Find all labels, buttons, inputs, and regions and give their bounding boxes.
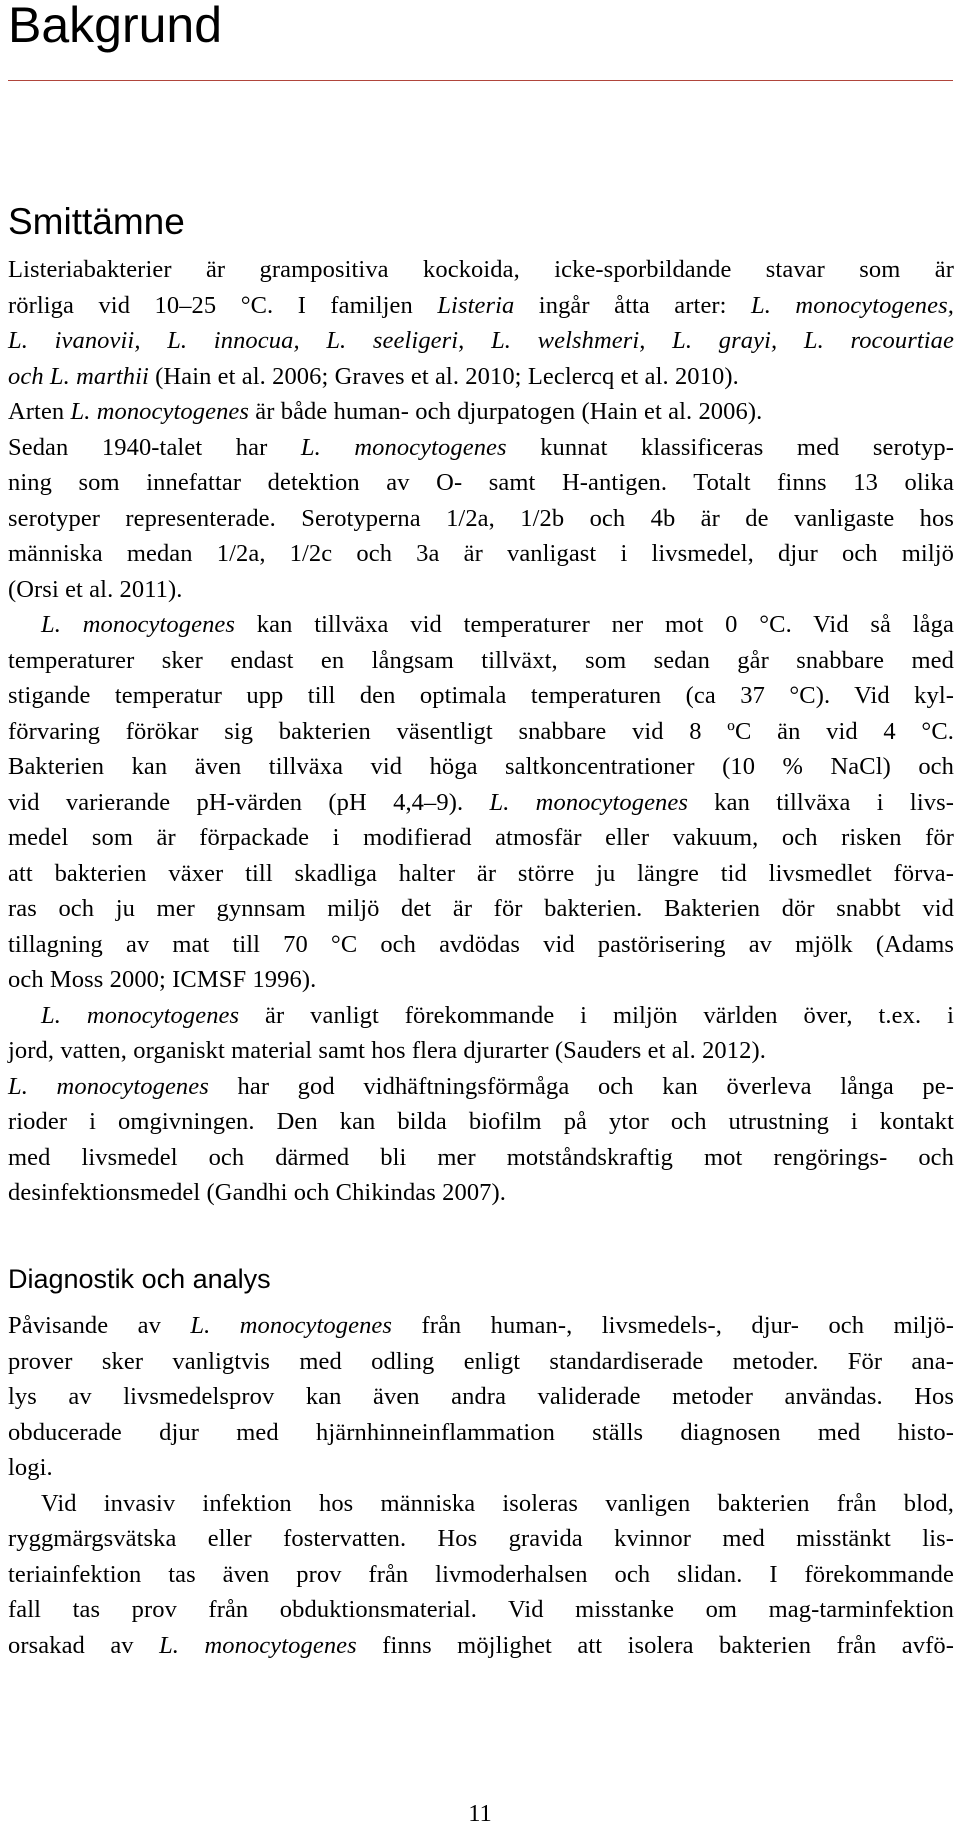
text-run: (Orsi et al. 2011). xyxy=(8,575,183,603)
text-line xyxy=(8,1521,954,1557)
italic-run: L. monocytogenes xyxy=(41,611,236,638)
text-run: medel som är förpackade i modifierad atmosfär eller vakuum, och risken för xyxy=(8,824,954,851)
text-run: ryggmärgsvätska eller fostervatten. Hos gravida kvinnor med misstänkt lis- xyxy=(8,1525,954,1552)
text-line xyxy=(8,1033,954,1069)
text-line xyxy=(8,323,954,359)
text-line xyxy=(8,1486,954,1522)
text-run: finns möjlighet att isolera bakterien från avfö- xyxy=(356,1631,954,1659)
text-run: rioder i omgivningen. Den kan bilda biofilm på ytor och utrustning i kontakt xyxy=(8,1108,954,1135)
text-line xyxy=(8,1069,954,1105)
text-run: från human-, livsmedels-, djur- och miljö- xyxy=(392,1312,954,1339)
text-run: är vanligt förekommande i miljön världen över, t.ex. i xyxy=(239,1001,954,1029)
text-line xyxy=(8,1175,954,1211)
section-title-diagnostik: Diagnostik och analys xyxy=(8,1264,271,1294)
italic-run: L. monocytogenes xyxy=(159,1631,357,1659)
italic-run: L. monocytogenes xyxy=(41,1001,240,1029)
section-body-diagnostik xyxy=(8,1308,954,1663)
text-run: logi. xyxy=(8,1454,53,1481)
section-body-smittamne xyxy=(8,252,954,1211)
text-run: vid varierande pH-värden (pH 4,4–9). xyxy=(8,788,490,816)
text-run: Bakterien kan även tillväxa vid höga saltkoncentrationer (10 % NaCl) och xyxy=(8,753,954,780)
text-line xyxy=(8,1592,954,1628)
text-run: människa medan 1/2a, 1/2c och 3a är vanligast i livsmedel, djur och miljö xyxy=(8,540,954,567)
text-run: ingår åtta arter: xyxy=(514,291,752,319)
text-line xyxy=(8,1308,954,1344)
text-run: jord, vatten, organiskt material samt hos flera djurarter (Sauders et al. 2012). xyxy=(8,1037,766,1064)
text-run: rörliga vid 10–25 °C. I familjen xyxy=(8,291,438,319)
italic-run: L. monocytogenes xyxy=(300,433,507,461)
text-run: Påvisande av xyxy=(8,1312,191,1339)
text-line xyxy=(8,536,954,572)
text-line xyxy=(8,820,954,856)
text-run: Arten xyxy=(8,398,71,425)
text-run: Sedan 1940-talet har xyxy=(8,433,301,461)
italic-run: L. monocytogenes, xyxy=(751,291,954,319)
italic-run: L. ivanovii, L. innocua, L. seeligeri, L. welshmeri, L. grayi, L. rocourtiae xyxy=(8,327,954,354)
text-line xyxy=(8,572,954,608)
text-run: serotyper representerade. Serotyperna 1/2a, 1/2b och 4b är de vanligaste hos xyxy=(8,504,954,532)
text-run: kan tillväxa vid temperaturer ner mot 0 °C. Vid så låga xyxy=(235,611,954,638)
text-line xyxy=(8,643,954,679)
text-run: Listeriabakterier är grampositiva kockoida, icke-sporbildande stavar som är xyxy=(8,256,954,283)
italic-run: L. monocytogenes xyxy=(489,788,689,816)
text-line xyxy=(8,430,954,466)
italic-run: L. monocytogenes xyxy=(70,398,250,425)
text-line xyxy=(8,607,954,643)
text-run: desinfektionsmedel (Gandhi och Chikindas 2007). xyxy=(8,1179,507,1206)
text-line xyxy=(8,394,954,430)
text-line xyxy=(8,1557,954,1593)
section-title-smittamne: Smittämne xyxy=(8,201,185,242)
text-line xyxy=(8,465,954,501)
text-run: förvaring förökar sig bakterien väsentligt snabbare vid 8 ºC än vid 4 °C. xyxy=(8,717,954,745)
text-line xyxy=(8,678,954,714)
heading-rule xyxy=(8,80,953,81)
text-run: prover sker vanligtvis med odling enligt standardiserade metoder. För ana- xyxy=(8,1347,954,1375)
text-line xyxy=(8,998,954,1034)
text-run: (Hain et al. 2006; Graves et al. 2010; Leclercq et al. 2010). xyxy=(148,362,739,390)
italic-run: L. monocytogenes xyxy=(190,1312,393,1339)
text-run: lys av livsmedelsprov kan även andra validerade metoder användas. Hos xyxy=(8,1383,954,1410)
text-run: temperaturer sker endast en långsam tillväxt, som sedan går snabbare med xyxy=(8,646,954,674)
text-line xyxy=(8,962,954,998)
text-run: ning som innefattar detektion av O- samt H-antigen. Totalt finns 13 olika xyxy=(8,469,954,496)
text-run: har god vidhäftningsförmåga och kan överleva långa pe- xyxy=(208,1072,954,1100)
text-run: med livsmedel och därmed bli mer motståndskraftig mot rengörings- och xyxy=(8,1143,954,1171)
text-line xyxy=(8,1415,954,1451)
text-run: Vid invasiv infektion hos människa isoleras vanligen bakterien från blod, xyxy=(41,1489,954,1517)
text-run: orsakad av xyxy=(8,1631,160,1659)
text-run: och Moss 2000; ICMSF 1996). xyxy=(8,966,317,993)
text-line xyxy=(8,359,954,395)
text-run: tillagning av mat till 70 °C och avdödas vid pastörisering av mjölk (Adams xyxy=(8,930,954,958)
text-line xyxy=(8,288,954,324)
text-line xyxy=(8,891,954,927)
text-run: kan tillväxa i livs- xyxy=(688,788,954,816)
text-line xyxy=(8,1450,954,1486)
text-line xyxy=(8,856,954,892)
text-line xyxy=(8,1104,954,1140)
italic-run: och L. marthii xyxy=(8,362,149,390)
text-run: är både human- och djurpatogen (Hain et al. 2006). xyxy=(249,398,763,425)
text-line xyxy=(8,1344,954,1380)
text-run: ras och ju mer gynnsam miljö det är för bakterien. Bakterien dör snabbt vid xyxy=(8,895,954,922)
italic-run: L. monocytogenes xyxy=(8,1072,209,1100)
text-run: stigande temperatur upp till den optimala temperaturen (ca 37 °C). Vid kyl- xyxy=(8,682,954,709)
text-run: obducerade djur med hjärnhinneinflammation ställs diagnosen med histo- xyxy=(8,1418,954,1446)
italic-run: Listeria xyxy=(437,291,515,319)
text-line xyxy=(8,1140,954,1176)
text-line xyxy=(8,749,954,785)
text-line xyxy=(8,927,954,963)
text-line xyxy=(8,1379,954,1415)
text-run: teriainfektion tas även prov från livmoderhalsen och slidan. I förekommande xyxy=(8,1560,954,1588)
text-line xyxy=(8,252,954,288)
text-run: att bakterien växer till skadliga halter är större ju längre tid livsmedlet förva- xyxy=(8,859,954,887)
page-heading: Bakgrund xyxy=(8,0,223,53)
text-line xyxy=(8,714,954,750)
page-number: 11 xyxy=(468,1800,492,1827)
text-line xyxy=(8,1628,954,1664)
text-run: kunnat klassificeras med serotyp- xyxy=(506,433,954,461)
text-line xyxy=(8,501,954,537)
text-run: fall tas prov från obduktionsmaterial. Vid misstanke om mag-tarminfektion xyxy=(8,1596,954,1623)
text-line xyxy=(8,785,954,821)
